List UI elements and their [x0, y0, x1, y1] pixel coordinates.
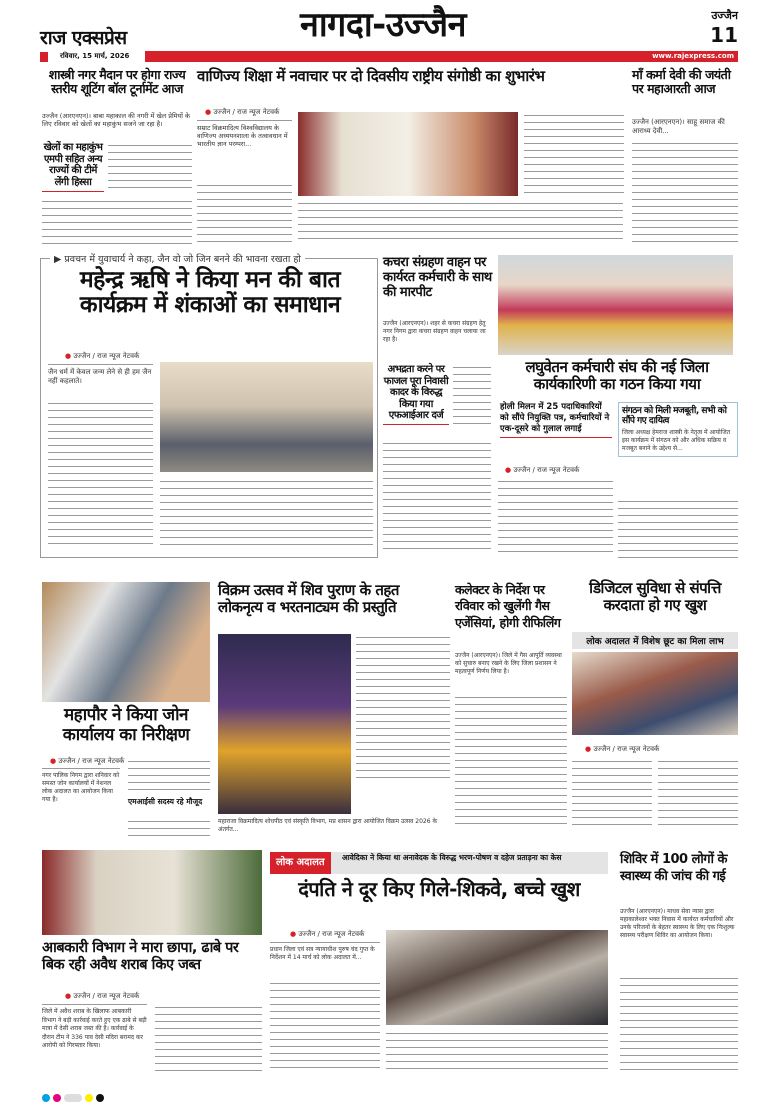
article-lead: उज्जैन (आरएनएन)। शहर से कचरा संग्रहण हेतु नगर निगम द्वारा कचरा संग्रहण वाहन चलाया जा रहा है।: [383, 320, 486, 343]
article-body: [524, 112, 624, 196]
gray-bar: [64, 1094, 82, 1102]
article-body: [155, 1004, 262, 1074]
article-lead: सम्राट विक्रमादित्य विश्वविद्यालय के वाणिज्य अध्ययनशाला के तत्वावधान में भारतीय ज्ञान परम्परा...: [197, 120, 292, 148]
dance-photo: [218, 634, 351, 814]
article-lead: उज्जैन (आरएनएन)। बाबा महाकाल की नगरी में खेल प्रेमियों के लिए रविवार को खेलों का महाकुंभ सजने जा रहा है।: [42, 112, 191, 128]
byline: ● उज्जैन / राज न्यूज नेटवर्क: [65, 352, 139, 361]
article-body: [108, 142, 192, 192]
article-body: [197, 182, 292, 245]
article-body: [498, 478, 613, 558]
section-title: नागदा-उज्जैन: [300, 5, 466, 45]
headline: लघुवेतन कर्मचारी संघ की नई जिला कार्यकारिणी का गठन किया गया: [525, 358, 709, 394]
couple-photo: [386, 930, 608, 1025]
kicker: [50, 252, 305, 265]
article-body: [128, 818, 210, 836]
article-body: [658, 758, 738, 830]
subhead: खेलों का महाकुंभ एमपी सहित अन्य राज्यों की टीमें लेंगी हिस्सा: [42, 142, 104, 192]
pravachan-photo: [160, 362, 373, 472]
article-body: [48, 400, 153, 550]
article-body: [356, 634, 450, 784]
headline: शास्त्री नगर मैदान पर होगा राज्य स्तरीय शूटिंग बॉल टूर्नामेंट आज: [48, 67, 186, 97]
lok-adalat-photo: [572, 652, 738, 735]
article-body: [453, 364, 491, 426]
black-dot: [96, 1094, 104, 1102]
headline: महापौर ने किया जोन कार्यालय का निरीक्षण: [62, 705, 190, 745]
headline: शिविर में 100 लोगों के स्वास्थ्य की जांच की गई: [620, 852, 727, 884]
article-body: [632, 140, 738, 244]
red-marker: [40, 52, 48, 62]
website: www.rajexpress.com: [652, 52, 734, 60]
byline: ● उज्जैन / राज न्यूज नेटवर्क: [505, 466, 579, 475]
article-lead: उज्जैन (आरएनएन)। माधव सेवा न्यास द्वारा महाकालेश्वर भक्त निवास में कार्यरत कर्मचारियों और उनके परिजनों के बेहतर स्वास्थ्य के लिए एक निःशुल्क स्वास्थ्य परीक्षण शिविर का आयोजन किया।: [620, 908, 735, 939]
article-body: [572, 758, 652, 830]
magenta-dot: [53, 1094, 61, 1102]
headline: आबकारी विभाग ने मारा छापा, ढाबे पर बिक रही अवैध शराब किए जब्त: [42, 940, 239, 973]
box-text: जिला अध्यक्ष हेमराज शास्त्री के नेतृत्व में आयोजित इस कार्यक्रम में संगठन को और अधिक सक्रिय व मजबूत बनाने के उद्देश्य से...: [622, 428, 731, 452]
article-body: [128, 758, 210, 794]
article-body: [298, 200, 623, 245]
byline: ● उज्जैन / राज न्यूज नेटवर्क: [205, 108, 279, 117]
headline: कलेक्टर के निर्देश पर रविवार को खुलेंगी गैस एजेंसियां, होगी रीफिलिंग: [455, 582, 561, 630]
kicker-text: प्रवचन में युवाचार्य ने कहा, जैन वो जो जिन बनने की भावना रखता हो: [64, 254, 301, 265]
headline: कचरा संग्रहण वाहन पर कार्यरत कर्मचारी के साथ की मारपीट: [383, 255, 492, 300]
headline: वाणिज्य शिक्षा में नवाचार पर दो दिवसीय राष्ट्रीय संगोष्ठी का शुभारंभ: [197, 67, 545, 85]
headline: दंपति ने दूर किए गिले-शिकवे, बच्चे खुश: [298, 877, 580, 901]
subhead: लोक अदालत में विशेष छूट का मिला लाभ: [572, 632, 738, 649]
date: रविवार, 15 मार्च, 2026: [60, 52, 130, 60]
article-body: [455, 694, 567, 830]
subhead: एमआईसी सदस्य रहे मौजूद: [128, 797, 203, 806]
box-headline: संगठन को मिली मजबूती, सभी को सौंपे गए दायित्व: [622, 406, 727, 427]
subhead: अभद्रता करने पर फाजल पूरा निवासी कादर के विरुद्ध किया गया एफआईआर दर्ज: [383, 364, 449, 425]
article-lead: जिले में अवैध शराब के खिलाफ आबकारी विभाग ने बड़ी कार्रवाई करते हुए एक ढाबे से बड़ी मात्रा में देसी शराब जब्त की है। कार्रवाई के दौरान टीम ने 336 पाव देसी मदिरा बरामद कर आरोपी को गिरफ्तार किया।: [42, 1004, 147, 1051]
article-body: [42, 198, 192, 246]
info-box: [618, 402, 738, 457]
page-number: 11: [710, 23, 738, 47]
article-body: [618, 498, 738, 558]
byline: ● उज्जैन / राज न्यूज नेटवर्क: [65, 992, 139, 1001]
article-body: [160, 478, 373, 550]
kicker-bar: [270, 852, 608, 874]
headline: महेन्द्र ऋषि ने किया मन की बात कार्यक्रम में शंकाओं का समाधान: [79, 267, 341, 319]
subhead: होली मिलन में 25 पदाधिकारियों को सौंपे नियुक्ति पत्र, कर्मचारियों ने एक-दूसरे को गुलाल लगाई: [500, 402, 612, 438]
police-photo: [42, 850, 262, 935]
city: उज्जैन: [711, 9, 738, 22]
byline: ● उज्जैन / राज न्यूज नेटवर्क: [50, 757, 124, 766]
article-body: [383, 440, 491, 555]
header-bar: [145, 51, 738, 62]
section-tag: लोक अदालत: [270, 852, 331, 874]
headline: विक्रम उत्सव में शिव पुराण के तहत लोकनृत्य व भरतनाट्यम की प्रस्तुति: [218, 581, 399, 617]
article-lead: नगर पालिक निगम द्वारा शनिवार को समस्त जोन कार्यालयों में नेशनल लोक अदालत का आयोजन किया गया है।: [42, 768, 120, 804]
article-lead: महाराजा विक्रमादित्य शोधपीठ एवं संस्कृति विभाग, मप्र शासन द्वारा आयोजित विक्रम उत्सव 2026 के अंतर्गत...: [218, 818, 438, 833]
headline: डिजिटल सुविधा से संपत्ति करदाता हो गए खुश: [589, 579, 721, 615]
byline: ● उज्जैन / राज न्यूज नेटवर्क: [585, 745, 659, 754]
byline: ● उज्जैन / राज न्यूज नेटवर्क: [290, 930, 364, 939]
group-photo: [498, 255, 733, 355]
article-lead: जैन धर्म में केवल जन्म लेने से ही हम जैन नहीं कहलाते।: [48, 364, 153, 386]
article-lead: उज्जैन (आरएनएन)। जिले में गैस आपूर्ति व्यवस्था को सुचारु बनाए रखने के लिए जिला प्रशासन ने महत्वपूर्ण निर्णय लिया है।: [455, 652, 562, 675]
article-body: [270, 980, 380, 1070]
arrow-icon: ▶: [54, 254, 65, 265]
registration-marks: [42, 1094, 104, 1102]
seminar-photo: [298, 112, 518, 196]
paper-name: राज एक्सप्रेस: [40, 27, 127, 49]
article-body: [386, 1030, 608, 1070]
headline: माँ कर्मा देवी की जयंती पर महाआरती आज: [632, 67, 731, 97]
article-body: [620, 975, 738, 1070]
cyan-dot: [42, 1094, 50, 1102]
article-lead: प्रधान जिला एवं सत्र न्यायाधीश पुरुष चंद गुप्त के निर्देशन में 14 मार्च को लोक अदालत में...: [270, 942, 380, 962]
article-lead: उज्जैन (आरएनएन)। साहू समाज की आराध्य देवी...: [632, 118, 725, 135]
mayor-photo: [42, 582, 210, 702]
yellow-dot: [85, 1094, 93, 1102]
kicker: आवेदिका ने किया था अनावेदक के विरुद्ध भरण-पोषण व दहेज प्रताड़ना का केस: [342, 853, 562, 862]
